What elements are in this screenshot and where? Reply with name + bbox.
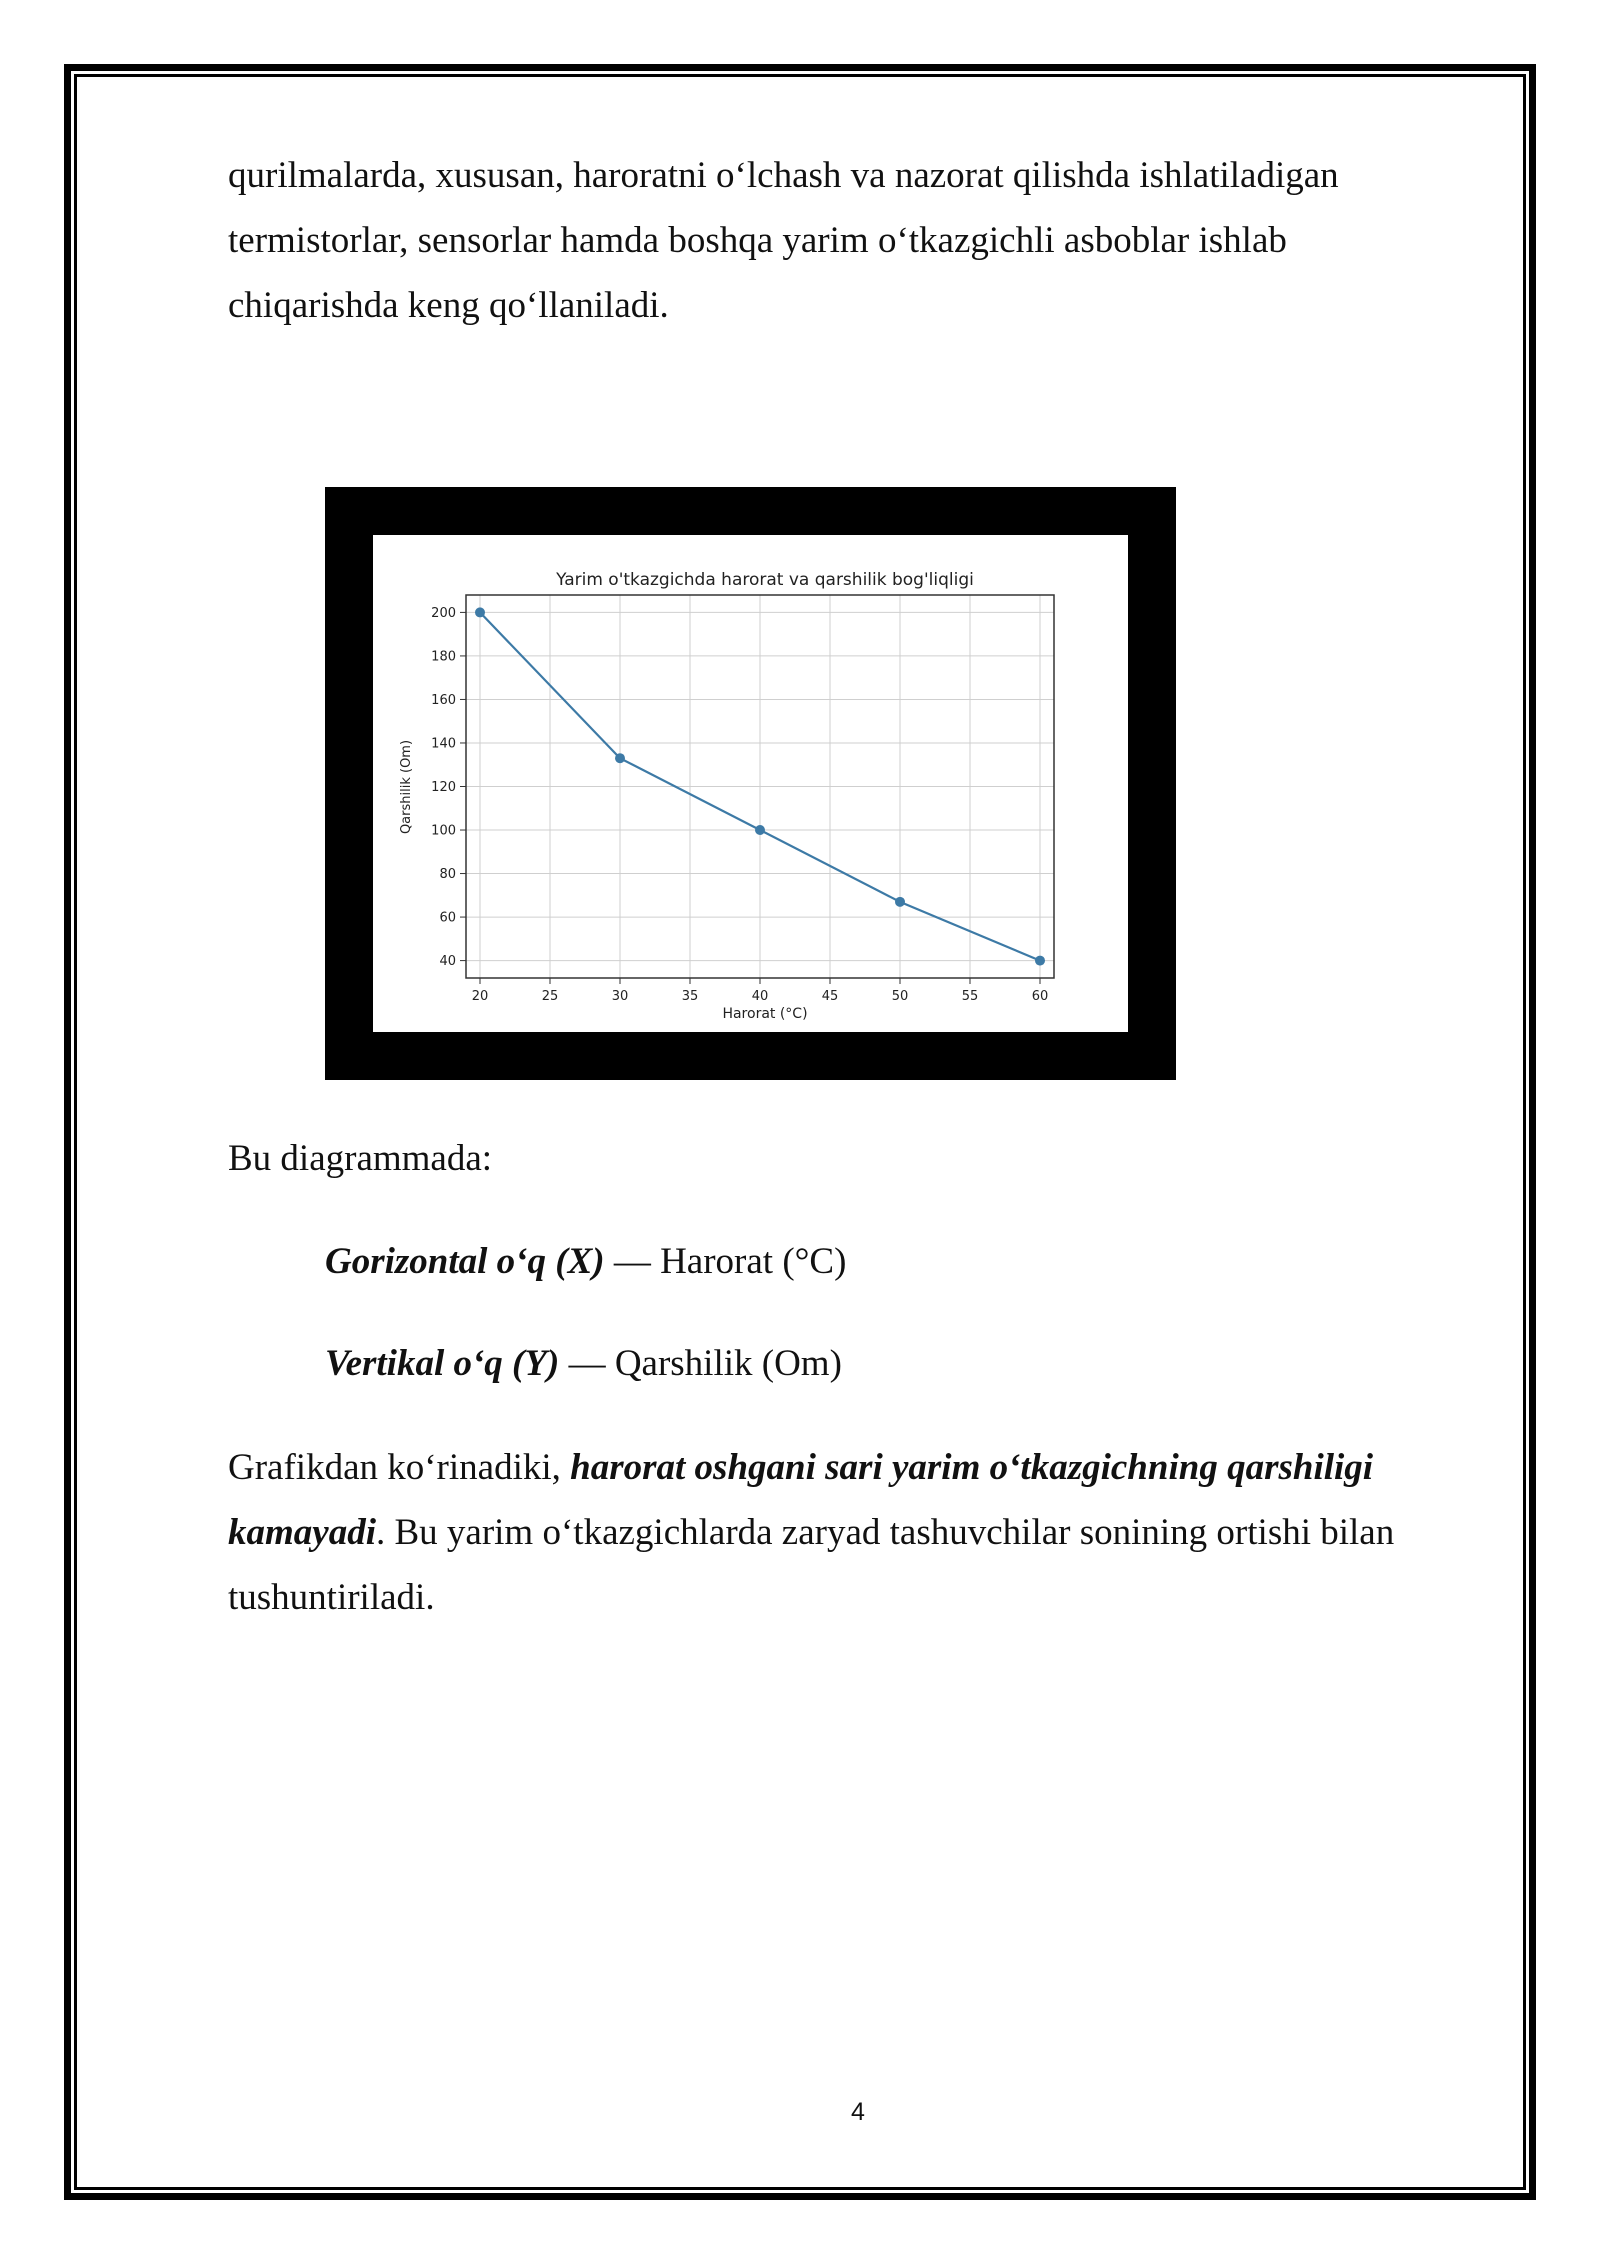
- conclusion-end: . Bu yarim o‘tkazgichlarda zaryad tashuvchilar sonining ortishi bilan tushuntiriladi.: [228, 1512, 1395, 1618]
- chart-figure-frame: [325, 487, 1176, 1080]
- x-tick-label: 30: [611, 989, 629, 1004]
- x-tick-label: 35: [681, 989, 699, 1004]
- data-point: [895, 897, 905, 907]
- x-axis-label: Harorat (°C): [722, 1006, 808, 1022]
- y-tick-label: 180: [431, 649, 456, 665]
- y-tick-label: 40: [439, 954, 456, 970]
- x-tick-label: 50: [891, 989, 909, 1004]
- page-number: 4: [851, 2098, 865, 2126]
- paragraph-conclusion: [228, 1435, 1428, 1630]
- x-tick-label: 60: [1031, 989, 1049, 1004]
- chart-canvas: [373, 535, 1128, 1032]
- axis-x-desc: — Harorat (°C): [604, 1241, 847, 1282]
- data-point: [475, 607, 485, 617]
- axis-y-desc: — Qarshilik (Om): [559, 1343, 842, 1384]
- x-tick-label: 45: [821, 989, 839, 1004]
- data-point: [1035, 956, 1045, 966]
- x-tick-label: 25: [541, 989, 559, 1004]
- data-point: [615, 753, 625, 763]
- data-point: [755, 825, 765, 835]
- axis-y-term: Vertikal o‘q (Y): [325, 1343, 560, 1384]
- axis-x-description: [325, 1237, 846, 1287]
- y-tick-label: 80: [439, 867, 456, 883]
- x-tick-label: 20: [471, 989, 489, 1004]
- y-tick-label: 200: [431, 605, 456, 621]
- y-tick-label: 140: [431, 736, 456, 752]
- x-tick-label: 40: [751, 989, 769, 1004]
- y-tick-label: 60: [439, 910, 456, 926]
- conclusion-start: Grafikdan ko‘rinadiki,: [228, 1447, 571, 1488]
- diagram-lead-text: Bu diagrammada:: [228, 1138, 493, 1179]
- y-axis-ticks: [431, 606, 466, 969]
- chart-grid: [466, 595, 1054, 978]
- conclusion-emphasis: harorat oshgani sari yarim o‘tkazgichning qarshiligi kamayadi: [228, 1447, 1374, 1553]
- line-chart: [373, 535, 1128, 1032]
- y-tick-label: 100: [431, 823, 456, 839]
- page-number-row: [0, 2098, 1600, 2127]
- axis-y-description: [325, 1339, 842, 1389]
- x-tick-label: 55: [961, 989, 979, 1004]
- paragraph-intro: qurilmalarda, xususan, haroratni o‘lchash va nazorat qilishda ishlatiladigan termistorlar, sensorlar hamda boshqa yarim o‘tkazgichli asboblar ishlab chiqarishda keng qo‘llaniladi.: [228, 155, 1339, 326]
- axis-x-term: Gorizontal o‘q (X): [325, 1241, 605, 1282]
- y-tick-label: 160: [431, 692, 456, 708]
- chart-title: Yarim o'tkazgichda harorat va qarshilik bog'liqligi: [556, 570, 974, 590]
- y-axis-label: Qarshilik (Om): [399, 739, 414, 835]
- y-tick-label: 120: [431, 780, 456, 795]
- x-axis-ticks: [472, 978, 1049, 1004]
